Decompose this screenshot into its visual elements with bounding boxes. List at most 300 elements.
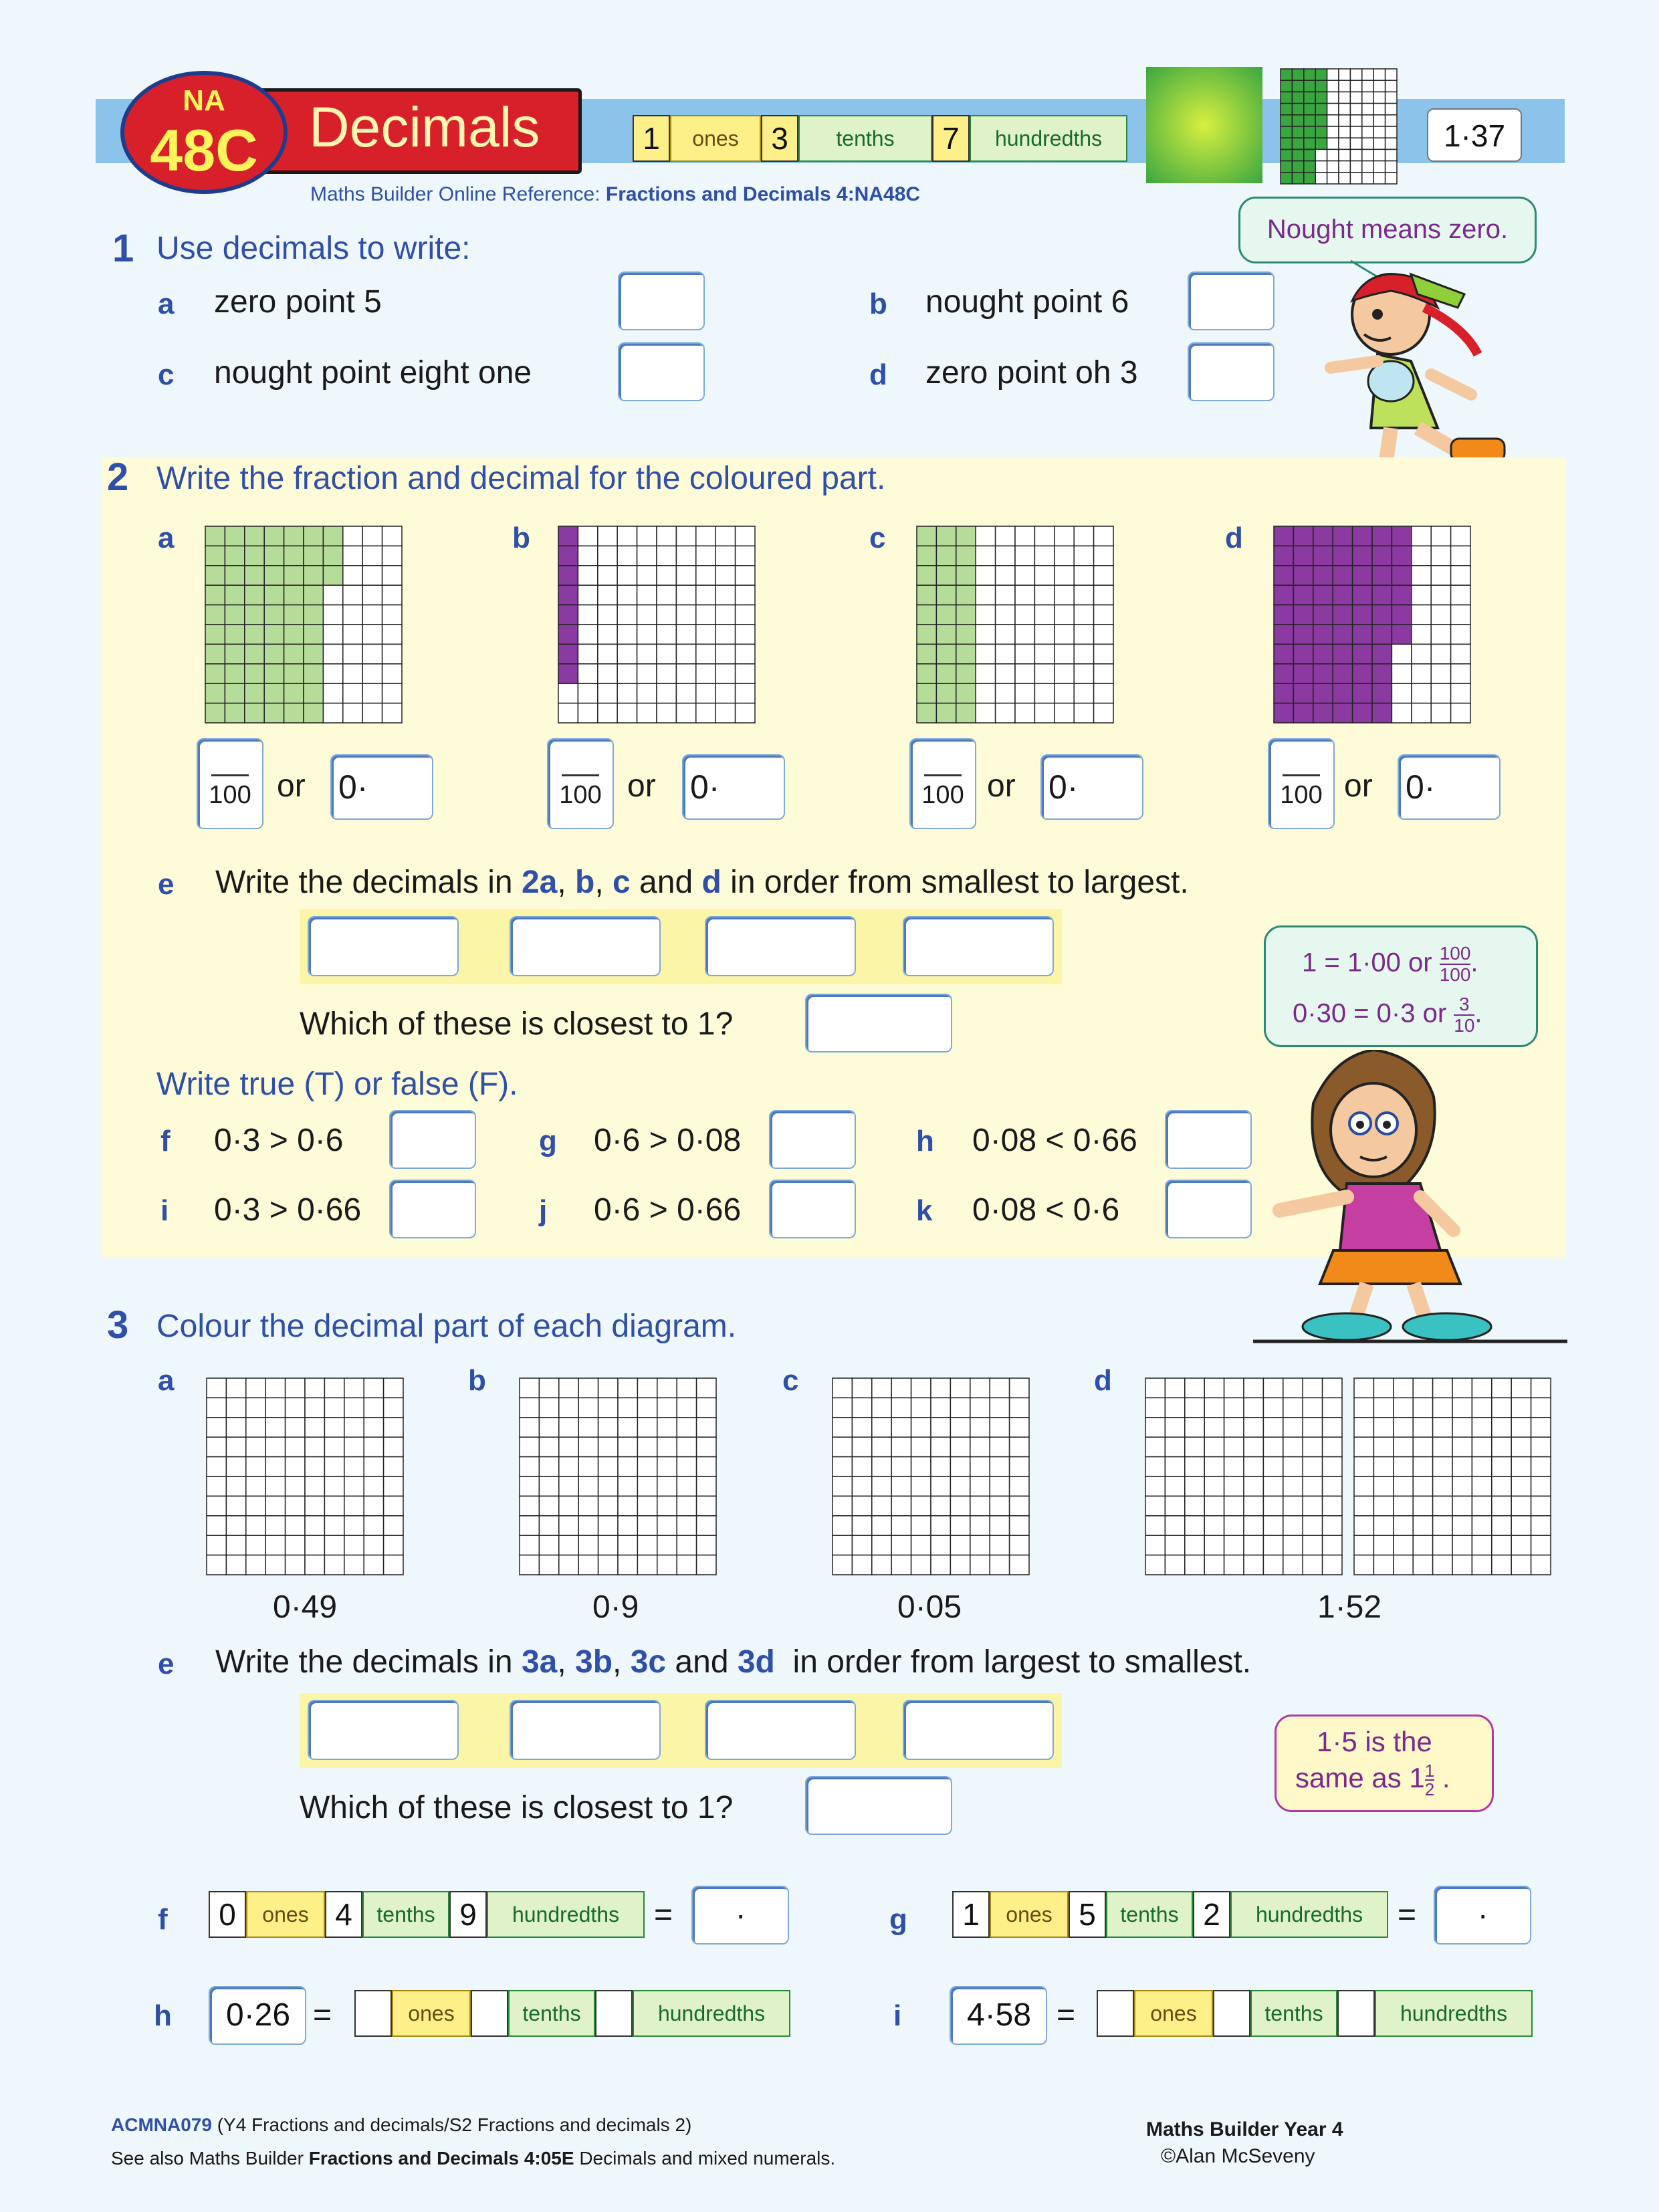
grid-cell (1327, 69, 1339, 80)
grid-cell (364, 1378, 383, 1398)
q3h-value-box (209, 1986, 306, 2045)
grid-cell (833, 1496, 852, 1515)
grid-cell (657, 625, 676, 644)
grid-cell (1094, 526, 1113, 546)
grid-cell (891, 1496, 911, 1515)
q3e-ref-d: 3d (737, 1644, 775, 1680)
grid-cell (917, 605, 936, 625)
grid-cell (736, 546, 755, 565)
tf-answer-k[interactable] (1165, 1180, 1252, 1238)
tf-letter-i: i (160, 1194, 169, 1227)
grid-cell (1327, 138, 1339, 149)
grid-cell (1531, 1398, 1551, 1417)
q3i-answer-ones[interactable] (1097, 1990, 1134, 2037)
grid-cell (833, 1555, 852, 1575)
grid-cell (996, 605, 1015, 625)
grid-cell (1281, 69, 1292, 80)
grid-cell (1452, 1476, 1472, 1496)
grid-cell (558, 585, 578, 604)
grid-cell (1392, 605, 1411, 625)
grid-cell (1394, 1457, 1413, 1476)
grid-cell (1386, 138, 1397, 149)
grid-cell (578, 1555, 598, 1575)
grid-cell (1431, 585, 1450, 604)
grid-cell (598, 1555, 618, 1575)
half-line1: 1·5 is the (1317, 1726, 1432, 1757)
q3i-answer-hundredths[interactable] (1337, 1990, 1375, 2037)
grid-cell (207, 1378, 226, 1398)
grid-cell (1339, 161, 1350, 173)
grid-cell (1204, 1555, 1224, 1575)
grid-cell (1281, 115, 1292, 126)
grid-cell (1362, 80, 1373, 92)
q3i-answer-tenths[interactable] (1213, 1990, 1250, 2037)
grid-cell (1372, 683, 1392, 703)
grid-cell (1303, 1437, 1322, 1456)
grid-cell (1074, 526, 1093, 546)
grid-cell (1412, 566, 1431, 585)
grid-cell (265, 1535, 285, 1555)
q3-grid-b[interactable] (519, 1377, 717, 1575)
grid-cell (1165, 1555, 1184, 1575)
tf-answer-g[interactable] (769, 1110, 856, 1169)
grid-cell (1094, 703, 1113, 723)
grid-cell (1055, 683, 1074, 703)
grid-cell (205, 585, 225, 604)
q3i-equals: = (1057, 1997, 1076, 2033)
grid-cell (324, 1476, 344, 1496)
grid-cell (931, 1555, 950, 1575)
grid-cell (559, 1437, 578, 1456)
grid-cell (1451, 546, 1470, 565)
grid-cell (1313, 566, 1333, 585)
q3e-answer-4[interactable] (903, 1700, 1054, 1760)
grid-cell (1350, 80, 1361, 92)
grid-cell (697, 1555, 716, 1575)
grid-cell (1283, 1516, 1303, 1535)
grid-cell (1433, 1457, 1452, 1476)
grid-cell (1412, 625, 1431, 644)
q3i-hundredths: hundredths (1375, 1990, 1533, 2037)
grid-cell (657, 703, 676, 723)
grid-cell (657, 546, 676, 565)
grid-cell (265, 1516, 285, 1535)
grid-cell (1145, 1476, 1165, 1496)
grid-cell (305, 1555, 324, 1575)
grid-cell (1313, 585, 1333, 604)
q1-text-b: nought point 6 (925, 284, 1129, 320)
grid-cell (1433, 1418, 1452, 1437)
grid-cell (1315, 69, 1327, 80)
tf-answer-h[interactable] (1165, 1110, 1252, 1169)
grid-cell (304, 585, 323, 604)
grid-cell (996, 546, 1015, 565)
grid-cell (364, 1476, 383, 1496)
eq1-line: 1 = 1·00 or $\frac{100}{100}$ . (1302, 943, 1478, 985)
q3i-value-box (950, 1986, 1047, 2045)
q3f-answer[interactable] (691, 1886, 789, 1945)
grid-cell (1451, 526, 1470, 546)
grid-cell (1373, 1398, 1393, 1417)
grid-cell (1015, 625, 1034, 644)
grid-cell (245, 664, 264, 683)
grid-cell (343, 605, 362, 625)
grid-cell (305, 1418, 324, 1437)
grid-cell (1281, 80, 1292, 92)
grid-cell (657, 1516, 677, 1535)
grid-cell (264, 625, 284, 644)
grid-cell (1372, 703, 1392, 723)
grid-cell (1165, 1516, 1184, 1535)
grid-cell (1362, 69, 1373, 80)
badge-top: NA (183, 84, 225, 117)
grid-cell (1010, 1457, 1029, 1476)
grid-cell (384, 1476, 403, 1496)
grid-cell (917, 585, 936, 604)
grid-cell (284, 703, 304, 723)
grid-cell (1350, 92, 1361, 103)
grid-cell (852, 1437, 871, 1456)
grid-cell (305, 1516, 324, 1535)
q1-answer-b[interactable] (1188, 271, 1275, 330)
q3e-answer-3[interactable] (705, 1700, 856, 1760)
grid-cell (1452, 1555, 1472, 1575)
grid-cell (558, 644, 578, 663)
grid-cell (617, 546, 637, 565)
grid-cell (324, 1496, 344, 1515)
grid-cell (1333, 625, 1352, 644)
q2-fraction-b[interactable] (547, 738, 614, 829)
grid-cell (917, 566, 936, 585)
q3e-answer-2[interactable] (510, 1700, 661, 1760)
grid-cell (1362, 138, 1373, 149)
grid-cell (697, 1398, 716, 1417)
grid-cell (1055, 605, 1074, 625)
grid-cell (344, 1555, 364, 1575)
grid-cell (1394, 1378, 1413, 1398)
grid-cell (578, 526, 597, 546)
grid-cell (1094, 585, 1113, 604)
grid-cell (1472, 1476, 1491, 1496)
grid-cell (362, 546, 382, 565)
grid-cell (618, 1418, 637, 1437)
q2-decimal-a[interactable] (330, 754, 433, 820)
grid-cell (305, 1437, 324, 1456)
grid-cell (1433, 1496, 1452, 1515)
q3i-tenths: tenths (1250, 1990, 1337, 2037)
q2-decimal-b[interactable] (682, 754, 785, 820)
tf-answer-f[interactable] (389, 1110, 476, 1169)
q3h-answer-tenths[interactable] (471, 1990, 508, 2037)
grid-cell (1472, 1378, 1491, 1398)
grid-cell (1204, 1437, 1224, 1456)
grid-cell (323, 683, 342, 703)
grid-cell (1472, 1418, 1491, 1437)
grid-cell (931, 1378, 950, 1398)
grid-cell (676, 644, 695, 663)
grid-cell (1353, 546, 1372, 565)
grid-cell (1472, 1457, 1491, 1476)
grid-cell (976, 526, 995, 546)
grid-cell (1327, 115, 1339, 126)
grid-cell (911, 1476, 931, 1496)
grid-cell (833, 1457, 852, 1476)
grid-cell (1283, 1457, 1303, 1476)
q1-answer-c[interactable] (618, 342, 705, 401)
q1-answer-d[interactable] (1188, 342, 1275, 401)
grid-cell (1074, 664, 1093, 683)
grid-cell (976, 625, 995, 644)
grid-cell (1034, 526, 1054, 546)
grid-cell (1274, 625, 1293, 644)
grid-cell (1386, 161, 1397, 173)
grid-cell (657, 585, 676, 604)
grid-cell (1034, 703, 1054, 723)
grid-cell (1452, 1418, 1472, 1437)
grid-cell (676, 683, 695, 703)
q2-fraction-c[interactable] (909, 738, 976, 829)
grid-cell (1263, 1378, 1283, 1398)
q3-grid-d-1[interactable] (1145, 1377, 1343, 1575)
grid-cell (1373, 1418, 1393, 1437)
grid-cell (637, 605, 657, 625)
grid-cell (637, 1496, 657, 1515)
grid-cell (1386, 149, 1397, 160)
grid-cell (1392, 625, 1411, 644)
grid-cell (323, 664, 342, 683)
grid-cell (1145, 1555, 1165, 1575)
grid-cell (1354, 1378, 1373, 1398)
grid-cell (520, 1555, 539, 1575)
grid-cell (264, 566, 284, 585)
tf-text-i: 0·3 > 0·66 (214, 1192, 362, 1228)
grid-cell (598, 1437, 618, 1456)
grid-cell (1283, 1437, 1303, 1456)
grid-cell (1373, 138, 1385, 149)
grid-cell (1094, 566, 1113, 585)
grid-cell (1412, 605, 1431, 625)
grid-cell (1327, 92, 1339, 103)
q3g-tenths: tenths (1106, 1891, 1193, 1938)
q1-answer-a[interactable] (618, 271, 705, 330)
q3-letter-a: a (158, 1364, 175, 1397)
grid-cell (1511, 1378, 1531, 1398)
grid-cell (833, 1398, 852, 1417)
grid-cell (1353, 625, 1372, 644)
grid-cell (1373, 1555, 1393, 1575)
grid-cell (1492, 1437, 1511, 1456)
grid-cell (362, 683, 382, 703)
grid-cell (1531, 1496, 1551, 1515)
q3-grid-a[interactable] (206, 1377, 404, 1575)
q3h-answer-hundredths[interactable] (595, 1990, 633, 2037)
q2-decimal-c[interactable] (1040, 754, 1143, 820)
curriculum-code: ACMNA079 (111, 2114, 212, 2135)
q3-instruction: Colour the decimal part of each diagram. (156, 1309, 737, 1344)
grid-cell (1304, 104, 1315, 115)
grid-cell (1327, 161, 1339, 173)
grid-cell (539, 1516, 558, 1535)
q3-grid-d-2[interactable] (1353, 1377, 1551, 1575)
grid-cell (364, 1437, 383, 1456)
tf-text-h: 0·08 < 0·66 (972, 1123, 1137, 1158)
grid-cell (1074, 546, 1093, 565)
grid-cell (539, 1437, 558, 1456)
q2e-answer-3[interactable] (705, 916, 856, 976)
grid-cell (304, 546, 323, 565)
q3e-answer-1[interactable] (308, 1700, 459, 1760)
grid-cell (205, 644, 225, 663)
grid-cell (226, 1555, 245, 1575)
grid-cell (950, 1378, 970, 1398)
grid-cell (1413, 1555, 1432, 1575)
grid-cell (304, 625, 323, 644)
see-also-pre: See also Maths Builder (111, 2148, 309, 2169)
fraction-bar (924, 774, 962, 776)
half-line2-text: same as 1 (1295, 1762, 1425, 1794)
q2e-answer-4[interactable] (903, 916, 1054, 976)
tf-answer-i[interactable] (389, 1180, 476, 1238)
grid-cell (1293, 585, 1313, 604)
grid-cell (1074, 566, 1093, 585)
grid-cell (344, 1516, 364, 1535)
grid-cell (598, 1516, 618, 1535)
grid-cell (956, 526, 976, 546)
grid-cell (226, 1418, 245, 1437)
grid-cell (715, 664, 735, 683)
grid-cell (970, 1516, 990, 1535)
grid-cell (1313, 664, 1333, 683)
grid-cell (1185, 1437, 1204, 1456)
grid-cell (578, 644, 597, 663)
grid-cell (1531, 1378, 1551, 1398)
grid-cell (1244, 1378, 1263, 1398)
grid-cell (1431, 644, 1450, 663)
q2-instruction: Write the fraction and decimal for the coloured part. (156, 461, 886, 496)
grid-cell (696, 703, 715, 723)
q2-or-c: or (987, 768, 1016, 804)
grid-cell (284, 625, 304, 644)
grid-cell (697, 1378, 716, 1398)
grid-cell (245, 683, 264, 703)
q3e-pre: Write the decimals in (215, 1644, 522, 1680)
grid-cell (245, 703, 264, 723)
grid-cell (1074, 605, 1093, 625)
tf-answer-j[interactable] (769, 1180, 856, 1238)
grid-cell (637, 526, 657, 546)
grid-cell (1362, 115, 1373, 126)
q2e-answer-1[interactable] (308, 916, 459, 976)
grid-cell (917, 526, 936, 546)
q2e-answer-2[interactable] (510, 916, 661, 976)
grid-cell (970, 1437, 990, 1456)
grid-cell (1034, 625, 1054, 644)
grid-cell (911, 1398, 931, 1417)
grid-cell (1433, 1476, 1452, 1496)
grid-cell (1165, 1378, 1184, 1398)
grid-cell (245, 566, 264, 585)
grid-cell (990, 1437, 1009, 1456)
grid-cell (1327, 126, 1339, 138)
reference-link[interactable]: Fractions and Decimals 4:NA48C (605, 183, 921, 205)
grid-cell (364, 1398, 383, 1417)
grid-cell (1492, 1535, 1511, 1555)
grid-cell (1531, 1535, 1551, 1555)
grid-cell (323, 585, 342, 604)
grid-cell (207, 1398, 226, 1417)
grid-cell (872, 1378, 891, 1398)
q3e-sep3: and (666, 1644, 738, 1680)
grid-cell (931, 1398, 950, 1417)
grid-cell (1094, 625, 1113, 644)
grid-cell (382, 585, 402, 604)
q2-fraction-a[interactable] (197, 738, 263, 829)
q2-fraction-d[interactable] (1268, 738, 1335, 829)
grid-cell (1412, 526, 1431, 546)
q3-grid-c[interactable] (832, 1377, 1030, 1575)
grid-cell (225, 625, 244, 644)
grid-cell (715, 526, 735, 546)
q2-closest-answer[interactable] (805, 994, 952, 1053)
grid-cell (1433, 1398, 1452, 1417)
grid-cell (1293, 546, 1313, 565)
q3g-answer[interactable] (1434, 1886, 1531, 1945)
q3h-answer-ones[interactable] (354, 1990, 392, 2037)
grid-cell (1185, 1418, 1204, 1437)
grid-cell (676, 566, 695, 585)
grid-cell (246, 1378, 265, 1398)
grid-cell (1531, 1476, 1551, 1496)
grid-cell (1362, 104, 1373, 115)
q3e-sep2: , (613, 1644, 631, 1680)
grid-cell (891, 1437, 911, 1456)
eq2-num: 3 (1454, 994, 1474, 1016)
grid-cell (578, 1418, 598, 1437)
grid-cell (362, 664, 382, 683)
grid-cell (1492, 1378, 1511, 1398)
grid-cell (364, 1457, 383, 1476)
grid-cell (284, 566, 304, 585)
grid-cell (1204, 1418, 1224, 1437)
grid-cell (382, 683, 402, 703)
grid-cell (637, 664, 657, 683)
grid-cell (284, 664, 304, 683)
grid-cell (996, 703, 1015, 723)
q3-closest-answer[interactable] (805, 1776, 952, 1835)
grid-cell (520, 1476, 539, 1496)
q1-instruction: Use decimals to write: (156, 231, 471, 266)
grid-cell (956, 664, 976, 683)
tf-letter-g: g (539, 1125, 557, 1157)
grid-cell (1431, 566, 1450, 585)
grid-cell (677, 1418, 696, 1437)
grid-cell (558, 526, 578, 546)
grid-cell (1323, 1378, 1342, 1398)
grid-cell (578, 566, 597, 585)
grid-cell (1511, 1418, 1531, 1437)
grid-cell (226, 1496, 245, 1515)
grid-cell (1145, 1378, 1165, 1398)
grid-cell (559, 1535, 578, 1555)
grid-cell (1185, 1398, 1204, 1417)
badge-code: 48C (150, 117, 258, 183)
grid-cell (1034, 683, 1054, 703)
grid-cell (696, 664, 715, 683)
q2-decimal-d[interactable] (1398, 754, 1501, 820)
grid-cell (936, 703, 956, 723)
grid-cell (1392, 546, 1411, 565)
grid-cell (1472, 1496, 1491, 1515)
